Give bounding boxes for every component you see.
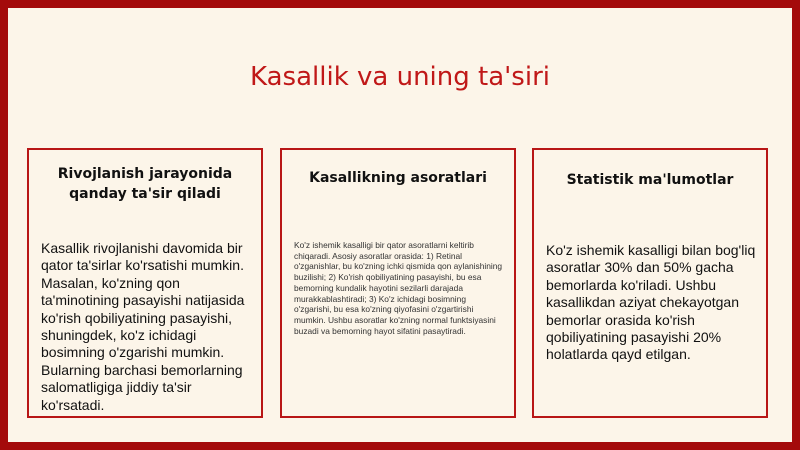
card-heading: Rivojlanish jarayonida qanday ta'sir qiladi	[57, 166, 233, 202]
card-body: Ko'z ishemik kasalligi bilan bog'liq asoratlar 30% dan 50% gacha bemorlarda ko'riladi. Ushbu kasallikdan aziyat chekayotgan bemorlar orasida ko'rish qobiliyatining pasayishi 20% holatlarda qayd etilgan.	[546, 242, 756, 363]
card-body: Kasallik rivojlanishi davomida bir qator ta'sirlar ko'rsatishi mumkin. Masalan, ko'zning qon ta'minotining pasayishi natijasida ko'rish qobiliyatining pasayishi, shuningdek, ko'z ichidagi bosimning o'zgarishi mumkin. Bularning barchasi bemorlarning salomatligiga jiddiy ta'sir ko'rsatadi.	[41, 240, 245, 413]
card-heading: Statistik ma'lumotlar	[566, 172, 734, 188]
card-heading: Kasallikning asoratlari	[309, 170, 487, 186]
card-statistics	[532, 148, 768, 418]
card-complications	[280, 148, 516, 418]
card-development-impact	[27, 148, 263, 418]
slide	[8, 8, 792, 442]
slide-title: Kasallik va uning ta'siri	[250, 62, 550, 92]
card-body: Ko'z ishemik kasalligi bir qator asoratlarni keltirib chiqaradi. Asosiy asoratlar orasida: 1) Retinal o'zganishlar, bu ko'zning ichki qismida qon aylanishining buzilishi; 2) Ko'rish qobiliyatining pasayishi, bu esa bemorning kundalik hayotini sezilarli darajada murakkablashtiradi; 3) Ko'z ichidagi bosimning o'zgarishi, bu esa ko'zning qiyofasini o'zgartirishi mumkin. Ushbu asoratlar ko'zning normal funktsiyasini buzadi va bemorning hayot sifatini pasaytiradi.	[294, 240, 503, 336]
